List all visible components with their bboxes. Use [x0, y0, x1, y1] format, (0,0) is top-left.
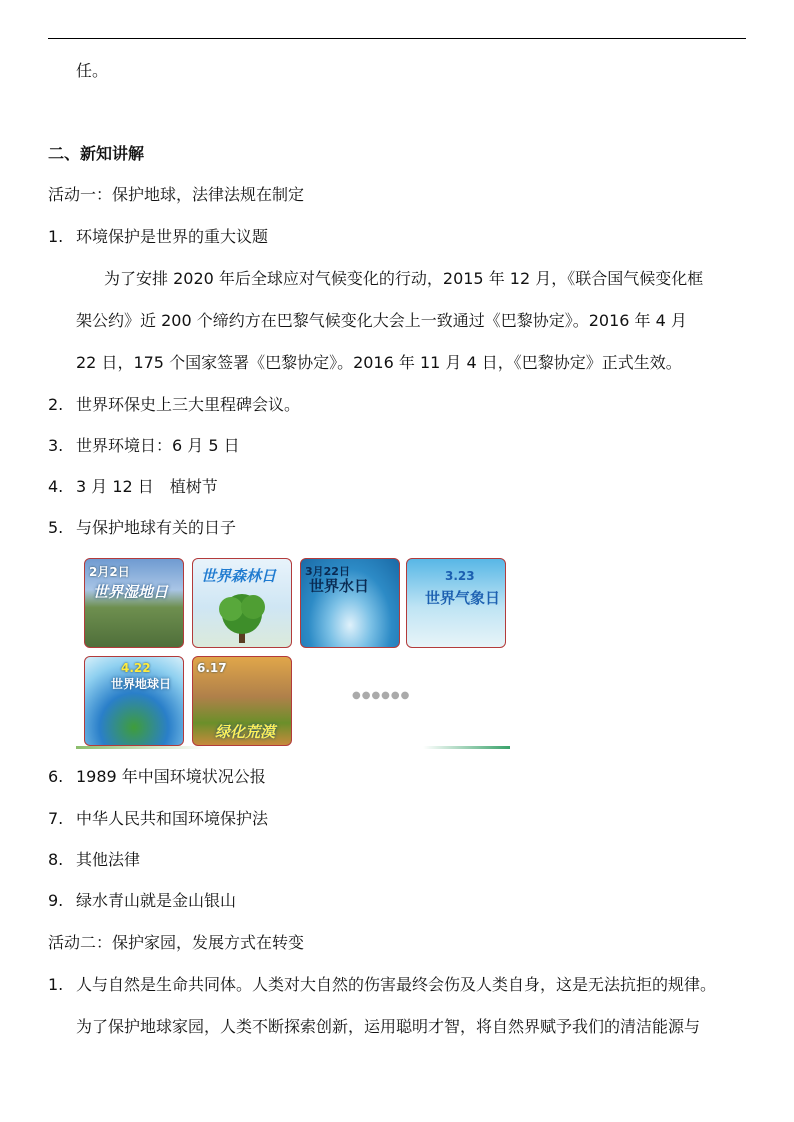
- more-dots: ●●●●●●: [352, 690, 411, 701]
- image-date: 4.22: [121, 661, 151, 675]
- image-title: 世界湿地日: [93, 583, 169, 601]
- header-rule: [48, 38, 746, 39]
- list-item: 世界环境日：6 月 5 日: [76, 436, 240, 455]
- paragraph-line: 架公约》近 200 个缔约方在巴黎气候变化大会上一致通过《巴黎协定》。2016 年 4 月: [76, 311, 687, 330]
- section-title: 二、新知讲解: [48, 144, 145, 163]
- paragraph-line: 22 日，175 个国家签署《巴黎协定》。2016 年 11 月 4 日，《巴黎协定》正式生效。: [76, 353, 682, 372]
- item-number: 8.: [48, 850, 64, 869]
- item-number: 3.: [48, 436, 64, 455]
- image-date: 6.17: [197, 661, 227, 675]
- list-item: 环境保护是世界的重大议题: [76, 227, 269, 246]
- continued-text: 任。: [76, 61, 109, 80]
- image-title: 世界地球日: [111, 677, 172, 691]
- image-title: 世界气象日: [425, 589, 501, 607]
- paragraph-line: 为了保护地球家园，人类不断探索创新，运用聪明才智，将自然界赋予我们的清洁能源与: [76, 1017, 701, 1036]
- item-number: 1.: [48, 975, 64, 994]
- item-number: 2.: [48, 395, 64, 414]
- tree-icon: [193, 559, 292, 648]
- image-title: 世界水日: [309, 577, 370, 595]
- item-number: 5.: [48, 518, 64, 537]
- activity1-title: 活动一：保护地球，法律法规在制定: [48, 185, 305, 204]
- list-item: 1989 年中国环境状况公报: [76, 767, 266, 786]
- desert-greening-image: [192, 656, 292, 746]
- item-number: 9.: [48, 891, 64, 910]
- image-date: 3.23: [445, 569, 475, 583]
- paragraph-line: 为了安排 2020 年后全球应对气候变化的行动，2015 年 12 月，《联合国气候变化框: [104, 269, 704, 288]
- earth-day-image: [84, 656, 184, 746]
- list-item: 与保护地球有关的日子: [76, 518, 237, 537]
- item-number: 6.: [48, 767, 64, 786]
- list-item: 其他法律: [76, 850, 141, 869]
- activity2-title: 活动二：保护家园，发展方式在转变: [48, 933, 305, 952]
- meteorological-day-image: [406, 558, 506, 648]
- item-number: 1.: [48, 227, 64, 246]
- item-number: 7.: [48, 809, 64, 828]
- water-day-image: [300, 558, 400, 648]
- image-strip-bar: [76, 746, 510, 749]
- item-number: 4.: [48, 477, 64, 496]
- image-title: 世界森林日: [201, 567, 277, 585]
- forest-day-image: [192, 558, 292, 648]
- paragraph-line: 人与自然是生命共同体。人类对大自然的伤害最终会伤及人类自身，这是无法抗拒的规律。: [76, 975, 717, 994]
- wetland-day-image: [84, 558, 184, 648]
- image-date: 3月22日: [305, 565, 350, 578]
- image-title: 绿化荒漠: [215, 723, 276, 741]
- list-item: 3 月 12 日 植树节: [76, 477, 218, 496]
- list-item: 绿水青山就是金山银山: [76, 891, 237, 910]
- list-item: 世界环保史上三大里程碑会议。: [76, 395, 301, 414]
- list-item: 中华人民共和国环境保护法: [76, 809, 269, 828]
- image-date: 2月2日: [89, 565, 130, 579]
